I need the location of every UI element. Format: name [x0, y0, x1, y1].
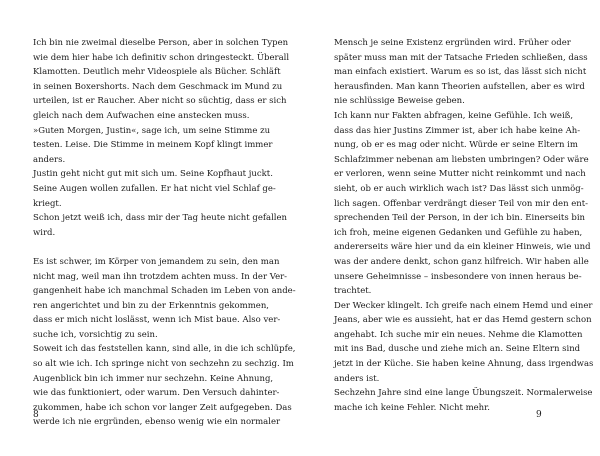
text-line: Ich kann nur Fakten abfragen, keine Gefühle. Ich weiß,: [334, 110, 574, 121]
text-line: suche ich, vorsichtig zu sein.: [33, 329, 158, 340]
text-line: in seinen Boxershorts. Nach dem Geschmack im Mund zu: [33, 81, 283, 92]
text-line: Augenblick bin ich immer nur sechzehn. Keine Ahnung,: [33, 373, 274, 384]
text-line: nung, ob er es mag oder nicht. Würde er seine Eltern im: [334, 140, 578, 151]
paragraph: [33, 167, 276, 211]
text-line: nie schlüssige Beweise geben.: [334, 96, 465, 107]
paragraph: [334, 299, 594, 387]
paragraph: [33, 342, 296, 430]
text-line: urteilen, ist er Raucher. Aber nicht so süchtig, dass er sich: [33, 96, 287, 107]
text-line: später muss man mit der Tatsache Frieden schließen, dass: [334, 52, 588, 63]
text-line: Schon jetzt weiß ich, dass mir der Tag heute nicht gefallen: [33, 213, 288, 224]
text-line: gleich nach dem Aufwachen eine anstecken muss.: [33, 110, 250, 121]
text-line: wie dem hier habe ich definitiv schon dringesteckt. Überall: [33, 52, 290, 63]
text-line: ren angerichtet und bin zu der Erkenntnis gekommen,: [33, 300, 269, 311]
section-break: [33, 240, 269, 255]
text-line: Soweit ich das feststellen kann, sind alle, in die ich schlüpfe,: [33, 344, 296, 355]
left-page-number: 8: [33, 410, 39, 420]
paragraph: [334, 109, 591, 299]
text-line: Jeans, aber wie es aussieht, hat er das Hemd gestern schon: [334, 315, 592, 326]
text-line: gangenheit habe ich manchmal Schaden im Leben von ande-: [33, 286, 296, 297]
text-line: jetzt in der Küche. Sie haben keine Ahnung, dass irgendwas: [334, 359, 594, 370]
text-line: sprechenden Teil der Person, in der ich bin. Einerseits bin: [334, 213, 586, 224]
paragraph: [334, 386, 593, 415]
text-line: mache ich keine Fehler. Nicht mehr.: [334, 402, 490, 413]
text-line: man einfach existiert. Warum es so ist, das lässt sich nicht: [334, 67, 587, 78]
text-line: werde ich nie ergründen, ebenso wenig wie ein normaler: [33, 417, 281, 428]
paragraph: [33, 255, 296, 343]
text-line: dass er mich nicht loslässt, wenn ich Mist baue. Also ver-: [33, 315, 281, 326]
text-line: Der Wecker klingelt. Ich greife nach einem Hemd und einer: [334, 300, 593, 311]
text-line: herausfinden. Man kann Theorien aufstellen, aber es wird: [334, 81, 585, 92]
text-line: dass das hier Justins Zimmer ist, aber ich habe keine Ah-: [334, 125, 581, 136]
text-line: angehabt. Ich suche mir ein neues. Nehme die Klamotten: [334, 329, 583, 340]
text-line: zukommen, habe ich schon vor langer Zeit aufgegeben. Das: [33, 402, 292, 413]
text-line: nicht mag, weil man ihn trotzdem achten muss. In der Ver-: [33, 271, 288, 282]
text-line: so alt wie ich. Ich springe nicht von sechzehn zu sechzig. Im: [33, 359, 294, 370]
text-line: wird.: [33, 227, 56, 238]
text-line: Mensch je seine Existenz ergründen wird. Früher oder: [334, 38, 571, 48]
text-line: Sechzehn Jahre sind eine lange Übungszeit. Normalerweise: [334, 388, 593, 399]
text-line: Es ist schwer, im Körper von jemandem zu sein, den man: [33, 256, 280, 267]
paragraph: [334, 36, 588, 109]
right-page-number: 9: [536, 410, 542, 420]
text-line: Ich bin nie zweimal dieselbe Person, aber in solchen Typen: [33, 38, 289, 48]
paragraph: [33, 124, 273, 168]
text-line: wie das funktioniert, oder warum. Den Versuch dahinter-: [33, 388, 280, 399]
text-line: er verloren, wenn seine Mutter nicht reinkommt und nach: [334, 169, 586, 180]
text-line: testen. Leise. Die Stimme in meinem Kopf klingt immer: [33, 140, 273, 151]
text-line: Seine Augen wollen zufallen. Er hat nicht viel Schlaf ge-: [33, 183, 276, 194]
text-line: trachtet.: [334, 286, 372, 297]
paragraph: [33, 211, 288, 240]
text-line: andererseits wäre hier und da ein kleiner Hinweis, wie und: [334, 242, 591, 253]
text-line: Justin geht nicht gut mit sich um. Seine Kopfhaut juckt.: [33, 169, 273, 180]
paragraph: [33, 36, 290, 124]
left-page-text: [33, 36, 296, 430]
text-line: unsere Geheimnisse – insbesondere von innen heraus be-: [334, 271, 582, 282]
text-line: »Guten Morgen, Justin«, sage ich, um seine Stimme zu: [33, 125, 271, 136]
text-line: kriegt.: [33, 198, 62, 209]
text-line: ich froh, meine eigenen Gedanken und Gefühle zu haben,: [334, 227, 583, 238]
text-line: sieht, ob er auch wirklich wach ist? Das lässt sich unmög-: [334, 183, 584, 194]
text-line: mit ins Bad, dusche und ziehe mich an. Seine Eltern sind: [334, 344, 581, 355]
text-line: Schlafzimmer nebenan am liebsten umbringen? Oder wäre: [334, 154, 589, 165]
text-line: lich sagen. Offenbar verdrängt dieser Teil von mir den ent-: [334, 198, 589, 209]
text-line: Klamotten. Deutlich mehr Videospiele als Bücher. Schläft: [33, 67, 281, 78]
right-page-text: [334, 36, 594, 415]
text-line: anders ist.: [334, 373, 380, 384]
text-line: anders.: [33, 154, 66, 165]
text-line: was der andere denkt, schon ganz hilfreich. Wir haben alle: [334, 256, 589, 267]
